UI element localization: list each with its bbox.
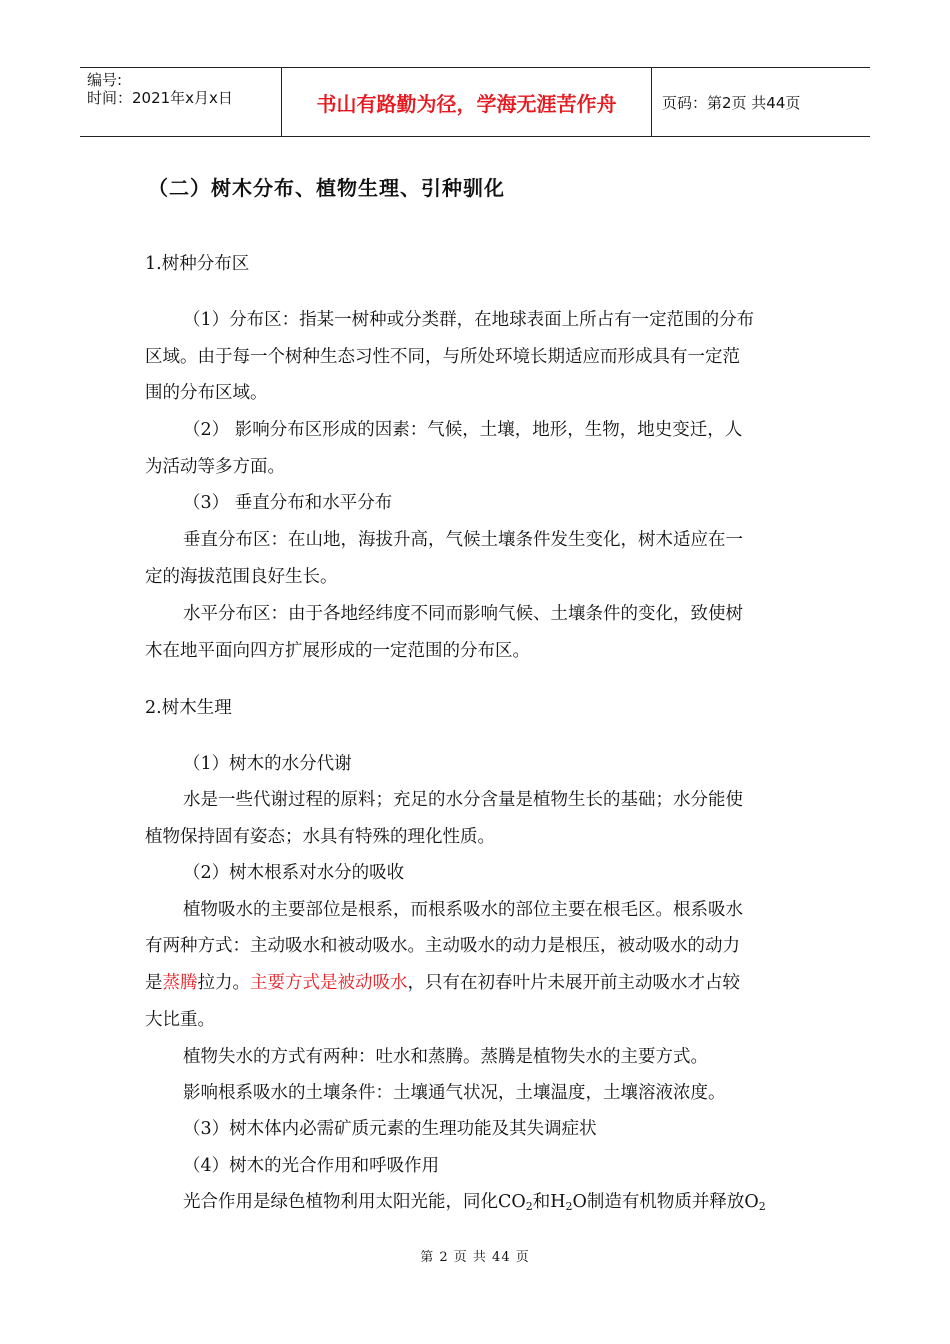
paragraph-line: 水是一些代谢过程的原料；充足的水分含量是植物生长的基础；水分能使	[183, 790, 743, 810]
formula-o2	[744, 1192, 765, 1212]
paragraph-line: 围的分布区域。	[145, 383, 268, 403]
paragraph-line: 植物吸水的主要部位是根系，而根系吸水的部位主要在根毛区。根系吸水	[183, 900, 743, 920]
section-title: （二）树木分布、植物生理、引种驯化	[148, 176, 505, 200]
header-left-cell	[80, 68, 282, 136]
paragraph-line: 植物保持固有姿态；水具有特殊的理化性质。	[145, 827, 495, 847]
subscript: 2	[525, 1200, 533, 1213]
formula-text: O	[744, 1192, 759, 1212]
number-label: 编号:	[87, 71, 123, 89]
paragraph-line: 木在地平面向四方扩展形成的一定范围的分布区。	[145, 641, 530, 661]
paragraph-line: 为活动等多方面。	[145, 457, 285, 477]
paragraph-line: 有两种方式：主动吸水和被动吸水。主动吸水的动力是根压，被动吸水的动力	[145, 936, 740, 956]
text-span: 是	[145, 973, 163, 993]
paragraph-line: （2）树木根系对水分的吸收	[183, 863, 405, 883]
paragraph-line: 垂直分布区：在山地，海拔升高，气候土壤条件发生变化，树木适应在一	[183, 530, 743, 550]
paragraph-line: （2） 影响分布区形成的因素：气候，土壤，地形，生物，地史变迁，人	[183, 420, 743, 440]
subscript: 2	[758, 1200, 766, 1213]
paragraph-line: （1）分布区：指某一树种或分类群，在地球表面上所占有一定范围的分布	[183, 310, 755, 330]
paragraph-line: 影响根系吸水的土壤条件：土壤通气状况，土壤温度，土壤溶液浓度。	[183, 1083, 726, 1103]
formula-text: O	[572, 1192, 587, 1212]
text-span: ，只有在初春叶片未展开前主动吸水才占较	[407, 973, 740, 993]
subscript: 2	[565, 1200, 573, 1213]
text-span: 和	[532, 1192, 551, 1212]
highlight-text: 蒸腾	[162, 973, 198, 993]
formula-text: CO	[498, 1192, 526, 1212]
text-span: 光合作用是绿色植物利用太阳光能，同化	[183, 1192, 498, 1212]
paragraph-line: （1）树木的水分代谢	[183, 754, 352, 774]
paragraph-line: （3） 垂直分布和水平分布	[183, 493, 393, 513]
motto: 书山有路勤为径，学海无涯苦作舟	[282, 68, 652, 136]
highlight-text: 主要方式是被动吸水	[250, 973, 408, 993]
formula-h2o	[550, 1192, 587, 1212]
formula-co2	[498, 1192, 533, 1212]
text-span: 制造有机物质并释放	[586, 1192, 745, 1212]
paragraph-line: 定的海拔范围良好生长。	[145, 567, 338, 587]
paragraph-line: （3）树木体内必需矿质元素的生理功能及其失调症状	[183, 1119, 597, 1139]
header-table	[80, 67, 870, 137]
page-footer: 第 2 页 共 44 页	[420, 1250, 530, 1265]
heading-1: 1.树种分布区	[145, 254, 250, 274]
paragraph-line-formula	[183, 1188, 766, 1213]
paragraph-line: 水平分布区：由于各地经纬度不同而影响气候、土壤条件的变化，致使树	[183, 604, 743, 624]
time-label: 时间：2021年x月x日	[87, 89, 233, 107]
formula-text: H	[550, 1192, 566, 1212]
paragraph-line-mixed	[145, 969, 740, 994]
heading-2: 2.树木生理	[145, 698, 232, 718]
paragraph-line: （4）树木的光合作用和呼吸作用	[183, 1156, 440, 1176]
paragraph-line: 区域。由于每一个树种生态习性不同，与所处环境长期适应而形成具有一定范	[145, 347, 740, 367]
text-span: 拉力。	[197, 973, 250, 993]
paragraph-line: 大比重。	[145, 1010, 215, 1030]
page-label: 页码：第2页 共44页	[662, 93, 801, 112]
paragraph-line: 植物失水的方式有两种：吐水和蒸腾。蒸腾是植物失水的主要方式。	[183, 1047, 708, 1067]
